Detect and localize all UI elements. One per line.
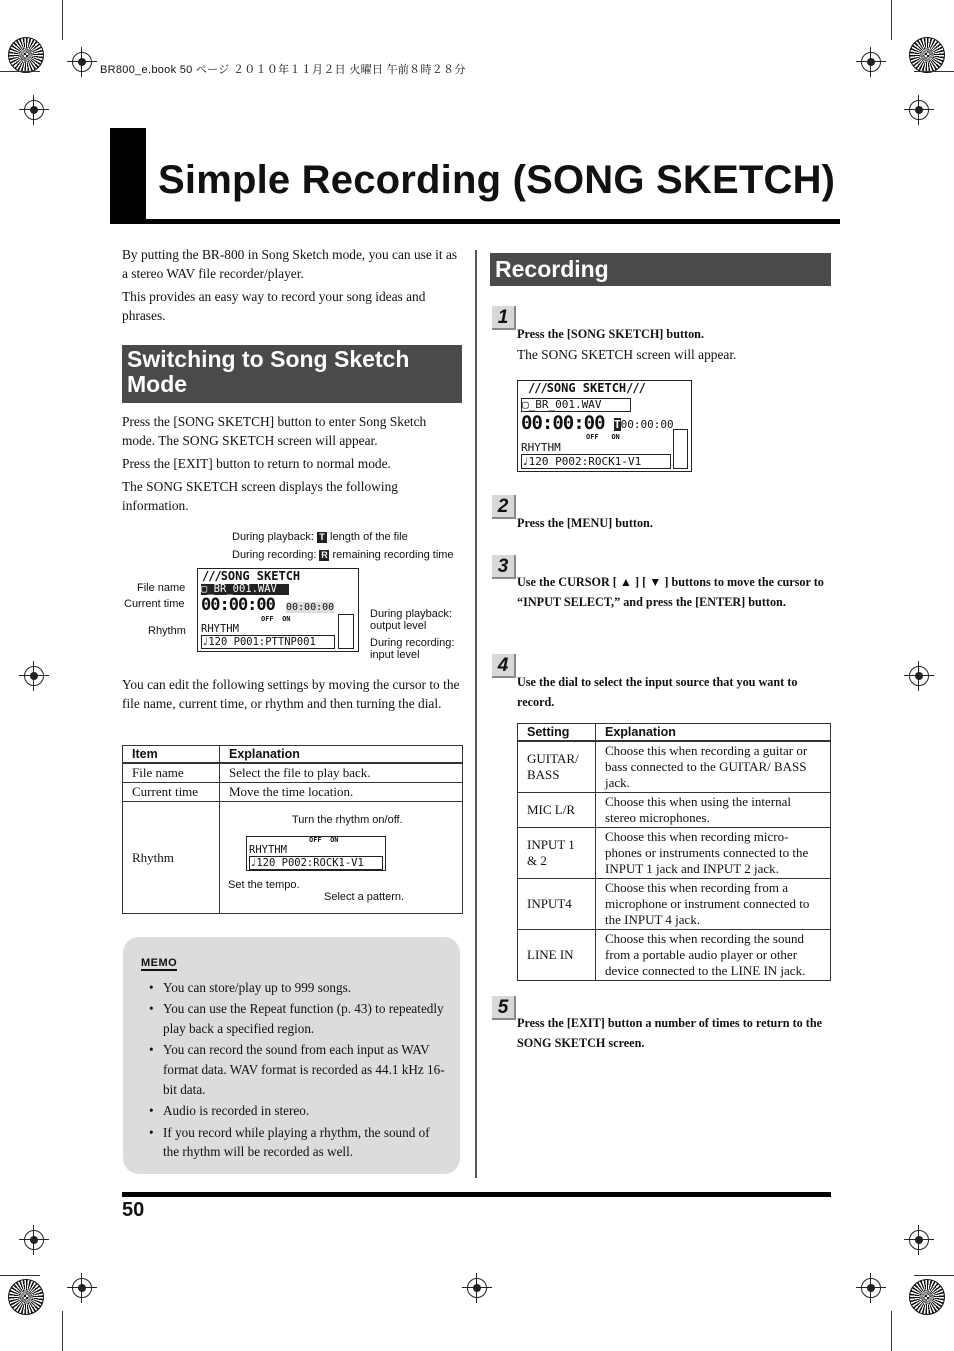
registration-mark	[909, 666, 929, 686]
crop-line	[0, 71, 40, 72]
table-cell: LINE IN	[518, 930, 596, 981]
switching-paragraph: Press the [SONG SKETCH] button to enter Song Sketch mode. The SONG SKETCH screen will appear.	[122, 414, 427, 448]
step-number: 2	[492, 495, 516, 519]
diagram-label-recording: During recording: R remaining recording time	[232, 549, 454, 561]
step-text: Use the CURSOR [ ▲ ] [ ▼ ] buttons to move the cursor to “INPUT SELECT,” and press the [ENTER] button.	[517, 575, 824, 609]
print-sunburst-mark	[8, 1279, 44, 1315]
intro-paragraph: This provides an easy way to record your song ideas and phrases.	[122, 289, 426, 323]
step-number: 4	[492, 654, 516, 678]
print-sunburst-mark	[909, 1279, 945, 1315]
section-heading-text: Switching to Song Sketch Mode	[127, 346, 410, 397]
table-cell: Choose this when recording from a microphone or instrument connected to the INPUT 4 jack.	[596, 879, 831, 930]
intro	[122, 245, 462, 325]
lcd-file-row: ▢_BR_001.WAV	[201, 584, 289, 595]
diagram-label-output-level: During playback: output level	[370, 608, 452, 632]
rhythm-lcd-values: ♩120 P002:ROCK1-V1	[249, 856, 383, 870]
switching-paragraph: You can edit the following settings by moving the cursor to the file name, current time, or rhythm and then turning the dial.	[122, 677, 460, 711]
table-header: Item	[123, 746, 220, 764]
lcd-off-on: OFF ON	[261, 615, 291, 623]
registration-mark	[24, 666, 44, 686]
lcd-title-row: ///SONG SKETCH	[202, 569, 301, 583]
table-cell: Move the time location.	[220, 783, 463, 802]
step-number: 1	[492, 306, 516, 330]
column-divider	[475, 250, 477, 1178]
lcd-level-meter	[338, 614, 354, 649]
step-number: 5	[492, 996, 516, 1020]
table-row	[518, 793, 831, 828]
crop-line	[62, 1311, 63, 1351]
registration-mark	[467, 1278, 487, 1298]
lcd-rhythm-bottom: ♩120 P001:PTTNP001	[201, 635, 335, 649]
lcd-rhythm: RHYTHM	[201, 623, 239, 635]
switching-paragraph: The SONG SKETCH screen displays the following information.	[122, 479, 398, 513]
lcd-time-big: 00:00:00	[521, 412, 605, 434]
memo-item: • You can use the Repeat function (p. 43) to repeatedly play back a specified region.	[147, 999, 447, 1039]
registration-mark	[72, 1278, 92, 1298]
title-rule	[110, 219, 840, 224]
crop-line	[62, 0, 63, 40]
crop-line	[891, 0, 892, 40]
lcd-screen-recording	[517, 380, 692, 472]
rhythm-label-pattern: Select a pattern.	[324, 891, 405, 903]
step-note: The SONG SKETCH screen will appear.	[517, 347, 737, 362]
table-cell: INPUT 1 & 2	[518, 828, 596, 879]
lcd-level-meter	[673, 429, 688, 469]
diagram-label-playback: During playback: T length of the file	[232, 531, 408, 543]
settings-table	[517, 723, 831, 981]
lcd-off-on: OFF ON	[586, 433, 620, 441]
intro-paragraph: By putting the BR-800 in Song Sketch mode, you can use it as a stereo WAV file recorder/player.	[122, 247, 458, 281]
rhythm-label-tempo: Set the tempo.	[228, 879, 300, 891]
memo-list	[147, 978, 447, 1164]
memo-box	[123, 937, 460, 1174]
lcd-file-row: ▢_BR_001.WAV	[521, 398, 631, 412]
switching-body	[122, 412, 462, 515]
lcd-rhythm: RHYTHM	[521, 441, 561, 454]
registration-mark	[861, 52, 881, 72]
t-icon: T	[317, 532, 327, 543]
print-sunburst-mark	[8, 37, 44, 73]
table-cell: Choose this when recording a guitar or bass connected to the GUITAR/ BASS jack.	[596, 741, 831, 793]
table-cell: INPUT4	[518, 879, 596, 930]
table-cell: Choose this when recording micro- phones or instruments connected to the INPUT 1 jack and INPUT 2 jack.	[596, 828, 831, 879]
registration-mark	[72, 52, 92, 72]
table-cell: Choose this when using the internal stereo microphones.	[596, 793, 831, 828]
lcd-rhythm-bottom: ♩120 P002:ROCK1-V1	[521, 454, 671, 469]
crop-line	[0, 1275, 40, 1276]
page-number: 50	[122, 1199, 145, 1221]
step-text: Press the [MENU] button.	[517, 516, 653, 530]
table-row	[518, 879, 831, 930]
table-header: Setting	[518, 724, 596, 742]
table-cell: Current time	[123, 783, 220, 802]
table-header: Explanation	[596, 724, 831, 742]
print-header: BR800_e.book 50 ページ ２０１０年１１月２日 火曜日 午前８時２８分	[100, 64, 466, 76]
registration-mark	[861, 1278, 881, 1298]
memo-label: MEMO	[141, 957, 178, 969]
title-bar-block	[110, 128, 146, 223]
print-sunburst-mark	[909, 37, 945, 73]
table-row	[518, 828, 831, 879]
crop-line	[914, 71, 954, 72]
table-cell: Select the file to play back.	[220, 763, 463, 783]
registration-mark	[24, 100, 44, 120]
table-cell: GUITAR/ BASS	[518, 741, 596, 793]
lcd-time-small: 00:00:00	[286, 602, 335, 613]
registration-mark	[909, 100, 929, 120]
table-row	[123, 763, 463, 783]
lcd-screen-diagram	[197, 568, 359, 652]
section-heading-switching	[122, 345, 462, 403]
table-row	[518, 741, 831, 793]
section-heading-recording	[490, 253, 831, 286]
step-text: Use the dial to select the input source that you want to record.	[517, 675, 798, 709]
crop-line	[914, 1275, 954, 1276]
page-title: Simple Recording (SONG SKETCH)	[158, 158, 836, 202]
rhythm-label-toggle: Turn the rhythm on/off.	[292, 814, 403, 826]
step-text: Press the [SONG SKETCH] button.	[517, 327, 705, 341]
lcd-title-row: ///SONG SKETCH///	[528, 381, 645, 395]
rhythm-lcd-off-on: OFF ON	[309, 836, 339, 844]
table-cell: Rhythm	[123, 802, 220, 914]
memo-item: • You can store/play up to 999 songs.	[147, 978, 447, 998]
table-row	[123, 783, 463, 802]
memo-item: • If you record while playing a rhythm, the sound of the rhythm will be recorded as well.	[147, 1123, 447, 1163]
memo-item: • Audio is recorded in stereo.	[147, 1101, 447, 1121]
table-cell: File name	[123, 763, 220, 783]
table-header: Explanation	[220, 746, 463, 764]
rhythm-lcd	[246, 836, 386, 871]
lcd-time-big: 00:00:00	[201, 595, 275, 615]
lcd-time-small: T00:00:00	[614, 418, 674, 431]
section-heading-text: Recording	[495, 256, 609, 282]
r-icon: R	[321, 550, 328, 560]
crop-line	[891, 1311, 892, 1351]
table-row	[518, 930, 831, 981]
memo-item: • You can record the sound from each input as WAV format data. WAV format is recorded as 44.1 kHz 16-bit data.	[147, 1040, 447, 1099]
step-number: 3	[492, 555, 516, 579]
step-text: Press the [EXIT] button a number of times to return to the SONG SKETCH screen.	[517, 1016, 823, 1050]
diagram-label-rhythm: Rhythm	[148, 625, 186, 637]
footer-rule	[122, 1192, 831, 1197]
table-cell: MIC L/R	[518, 793, 596, 828]
registration-mark	[24, 1230, 44, 1250]
table-cell: Choose this when recording the sound from a portable audio player or other device connected to the LINE IN jack.	[596, 930, 831, 981]
diagram-label-current-time: Current time	[124, 598, 185, 610]
rhythm-lcd-label: RHYTHM	[249, 844, 287, 856]
diagram-label-input-level: During recording: input level	[370, 637, 455, 661]
switching-paragraph: Press the [EXIT] button to return to normal mode.	[122, 456, 391, 471]
diagram-label-file-name: File name	[137, 582, 186, 594]
registration-mark	[909, 1230, 929, 1250]
